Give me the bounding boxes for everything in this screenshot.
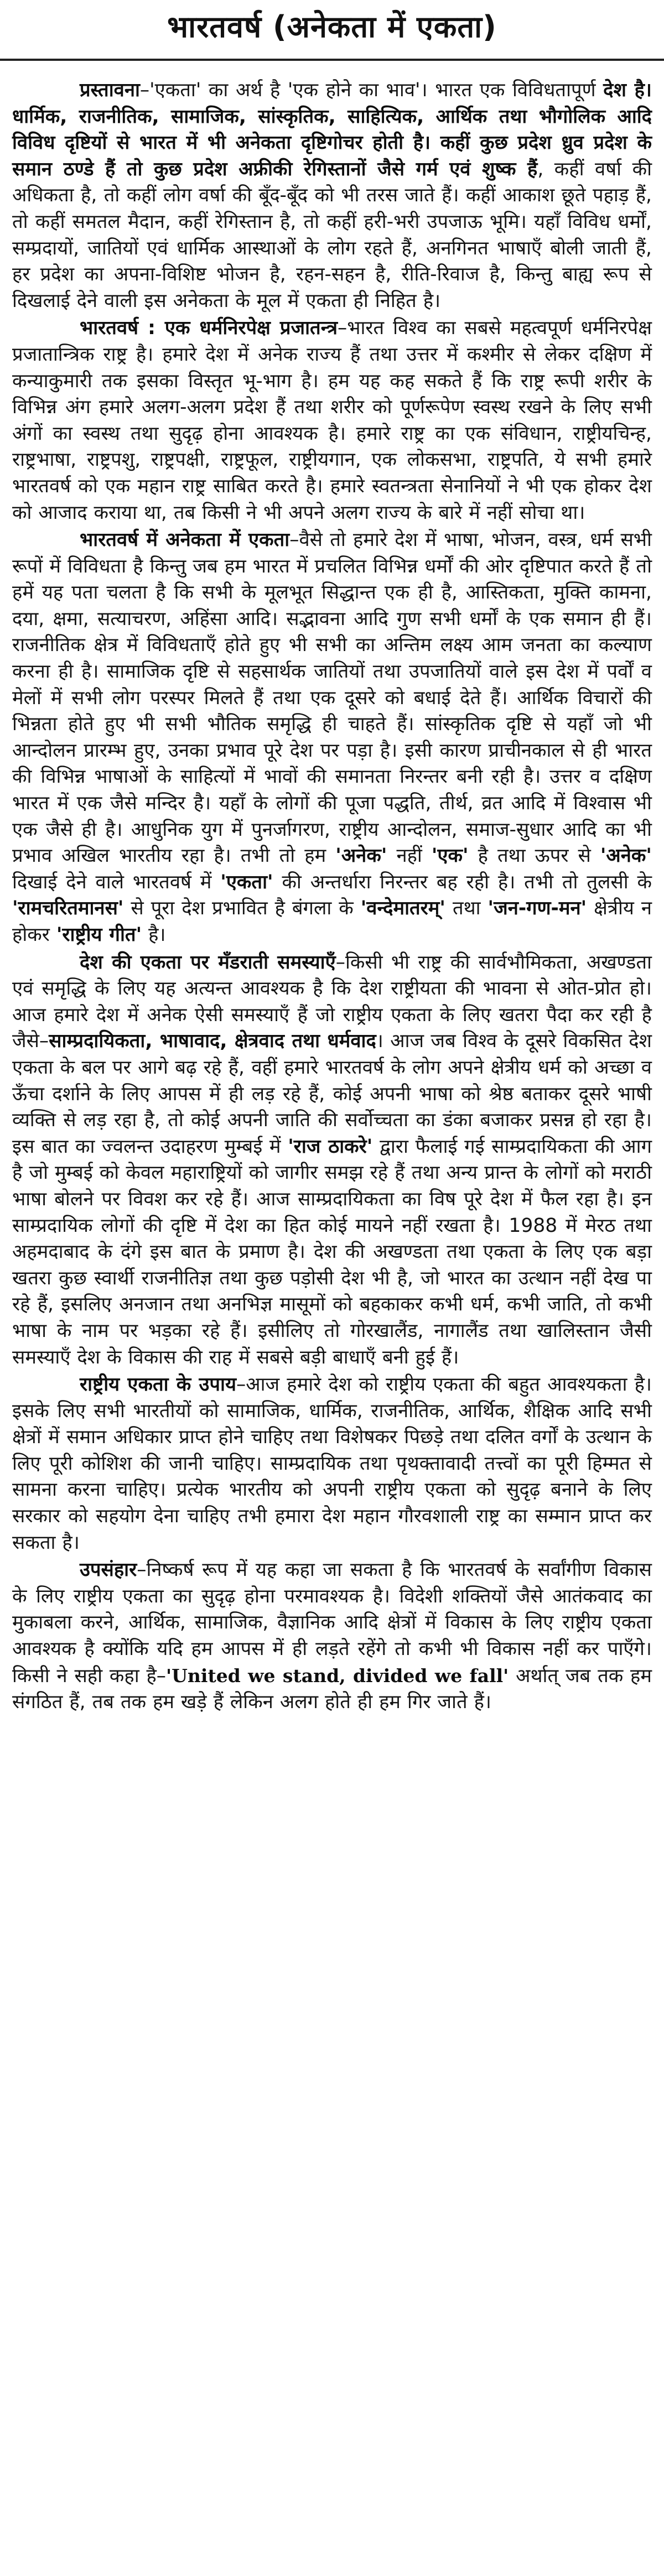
heading-unity-in-diversity: भारतवर्ष में अनेकता में एकता [80, 529, 290, 551]
emphasis-text: 'अनेक' [335, 845, 387, 867]
body-text: –आज हमारे देश को राष्ट्रीय एकता की बहुत आवश्यकता है। इसके लिए सभी भारतीयों को सामाजिक, धार्मिक, राजनीतिक, आर्थिक, शैक्षिक आदि सभी क्षेत्रों में समान अधिकार प्राप्त होने चाहिए तथा विशेषकर पिछड़े तथा दलित वर्गों के उत्थान के लिए पूरी कोशिश की जानी चाहिए। साम्प्रदायिक तथा पृथक्तावादी तत्त्वों का पूरी हिम्मत से सामना करना चाहिए। प्रत्येक भारतीय को अपनी राष्ट्रीय एकता को सुदृढ़ बनाने के लिए सरकार को सहयोग देना चाहिए तभी हमारा देश महान गौरवशाली राष्ट्र का सम्मान प्राप्त कर सकता है। [12, 1373, 652, 1554]
heading-secular-democracy: भारतवर्ष : एक धर्मनिरपेक्ष प्रजातन्त्र [80, 317, 338, 340]
paragraph-threats-to-unity [12, 950, 652, 1371]
paragraph-secular-democracy [12, 315, 652, 526]
body-text: नहीं [387, 845, 432, 867]
emphasis-text: 'जन-गण-मन' [487, 897, 587, 920]
emphasis-text: 'राष्ट्रीय गीत' [56, 924, 142, 946]
paragraph-text [12, 951, 652, 1368]
body-text: –किसी भी राष्ट्र की सार्वभौमिकता, अखण्डता एवं समृद्धि के लिए यह अत्यन्त आवश्यक है कि देश राष्ट्रीयता की भावना से ओत-प्रोत हो। आज हमारे देश में अनेक ऐसी समस्याएँ हैं जो राष्ट्रीय एकता के लिए खतरा पैदा कर रही है जैसे– [12, 951, 652, 1053]
emphasis-text: 'United we stand, divided we fall' [166, 1664, 509, 1687]
body-text: –'एकता' का अर्थ है 'एक होने का भाव'। भारत एक विविधतापूर्ण [139, 79, 604, 101]
title-underline [0, 59, 664, 61]
body-text: –वैसे तो हमारे देश में भाषा, भोजन, वस्त्र, धर्म सभी रूपों में विविधता है किन्तु जब हम भारत में प्रचलित विभिन्न धर्मों की ओर दृष्टिपात करते हैं तो हमें यह पता चलता है कि सभी के मूलभूत सिद्धान्त एक ही है, आस्तिकता, मुक्ति कामना, दया, क्षमा, सत्याचरण, अहिंसा आदि। सद्भावना आदि गुण सभी धर्मों के एक समान ही हैं। राजनीतिक क्षेत्र में विविधताएँ होते हुए भी सभी का अन्तिम लक्ष्य आम जनता का कल्याण करना ही है। सामाजिक दृष्टि से सहसार्थक जातियों तथा उपजातियों वाले इस देश में पर्वों व मेलों में सभी लोग परस्पर मिलते हैं तथा एक दूसरे को बधाई देते हैं। आर्थिक विचारों की भिन्नता होते हुए भी सभी भौतिक समृद्धि ही चाहते हैं। सांस्कृतिक दृष्टि से यहाँ जो भी आन्दोलन प्रारम्भ हुए, उनका प्रभाव पूरे देश पर पड़ा है। इसी कारण प्राचीनकाल से ही भारत की विभिन्न भाषाओं के साहित्यों में भावों की समानता निरन्तर बनी रही है। उत्तर व दक्षिण भारत में एक जैसे मन्दिर है। यहाँ के लोगों की पूजा पद्धति, तीर्थ, व्रत आदि में विश्वास भी एक जैसे ही है। आधुनिक युग में पुनर्जागरण, राष्ट्रीय आन्दोलन, समाज-सुधार आदि का भी प्रभाव अखिल भारतीय रहा है। तभी तो हम [12, 529, 652, 867]
body-text: है। [142, 924, 166, 946]
paragraph-unity-in-diversity [12, 527, 652, 949]
body-text: –निष्कर्ष रूप में यह कहा जा सकता है कि भारतवर्ष के सर्वांगीण विकास के लिए राष्ट्रीय एकता का सुदृढ़ होना परमावश्यक है। विदेशी शक्तियों जैसे आतंकवाद का मुकाबला करने, आर्थिक, सामाजिक, वैज्ञानिक आदि क्षेत्रों में विकास के लिए राष्ट्रीय एकता आवश्यक है क्योंकि यदि हम आपस में ही लड़ते रहेंगे तो कभी भी विकास नहीं कर पाएँगे। किसी ने सही कहा है– [12, 1559, 652, 1687]
paragraph-text [12, 1559, 652, 1713]
body-text: , कहीं वर्षा की अधिकता है, तो कहीं लोग वर्षा की बूँद-बूँद को भी तरस जाते हैं। कहीं आकाश छूते पहाड़ हैं, तो कहीं समतल मैदान, कहीं रेगिस्तान है, तो कहीं हरी-भरी उपजाऊ भूमि। यहाँ विविध धर्मों, सम्प्रदायों, जातियों एवं धार्मिक आस्थाओं के लोग रहते हैं, अनगिनत भाषाएँ बोली जाती हैं, हर प्रदेश का अपना-विशिष्ट भोजन है, रहन-सहन है, रीति-रिवाज है, किन्तु बाह्य रूप से दिखलाई देने वाली इस अनेकता के मूल में एकता ही निहित है। [12, 158, 652, 312]
heading-threats-to-unity: देश की एकता पर मँडराती समस्याएँ [80, 951, 336, 974]
paragraph-text [12, 1373, 652, 1554]
heading-unity-measures: राष्ट्रीय एकता के उपाय [80, 1373, 236, 1396]
body-text: द्वारा फैलाई गई साम्प्रदायिकता की आग है जो मुम्बई को केवल महाराष्ट्रियों को जागीर समझ रहे हैं तथा अन्य प्रान्त के लोगों को मराठी भाषा बोलने पर विवश कर रहे हैं। आज साम्प्रदायिकता का विष पूरे देश में फैल रहा है। इन साम्प्रदायिक लोगों की दृष्टि में देश का हित कोई मायने नहीं रखता है। 1988 में मेरठ तथा अहमदाबाद के दंगे इस बात के प्रमाण है। देश की अखण्डता तथा एकता के लिए एक बड़ा खतरा कुछ स्वार्थी राजनीतिज्ञ तथा कुछ पड़ोसी देश भी है, जो भारत का उत्थान नहीं देख पा रहे हैं, इसलिए अनजान तथा अनभिज्ञ मासूमों को बहकाकर कभी धर्म, कभी जाति, तो कभी भाषा के नाम पर भड़का रहे हैं। इसीलिए तो गोरखालैंड, नागालैंड तथा खालिस्तान जैसी समस्याएँ देश के विकास की राह में सबसे बड़ी बाधाएँ बनी हुई हैं। [12, 1135, 652, 1368]
body-text: से पूरा देश प्रभावित है बंगला के [123, 897, 361, 920]
body-text: क्षेत्रीय न होकर [12, 897, 652, 946]
body-text: अर्थात् जब तक हम संगठित हैं, तब तक हम खड़े हैं लेकिन अलग होते ही हम गिर जाते हैं। [12, 1664, 652, 1714]
paragraph-text [12, 79, 652, 312]
emphasis-text: 'अनेक' [600, 845, 652, 867]
body-text: की अन्तर्धारा निरन्तर बह रही है। तभी तो तुलसी के [273, 871, 652, 893]
emphasis-text: 'एकता' [220, 871, 273, 893]
emphasis-text: देश है। धार्मिक, राजनीतिक, सामाजिक, सांस्कृतिक, साहित्यिक, आर्थिक तथा भौगोलिक आदि विविध दृष्टियों से भारत में भी अनेकता दृष्टिगोचर होती है। कहीं कुछ प्रदेश ध्रुव प्रदेश के समान ठण्डे हैं तो कुछ प्रदेश अफ्रीकी रेगिस्तानों जैसे गर्म एवं शुष्क हैं [12, 79, 652, 180]
heading-introduction: प्रस्तावना [80, 79, 140, 101]
body-text: । आज जब विश्व के दूसरे विकसित देश एकता के बल पर आगे बढ़ रहे हैं, वहीं हमारे भारतवर्ष के लोग अपने क्षेत्रीय धर्म को अच्छा व ऊँचा दर्शाने के लिए आपस में ही लड़ रहे हैं, कोई अपनी भाषा को श्रेष्ठ बताकर दूसरे भाषी व्यक्ति से लड़ रहा है, तो कोई अपनी जाति की सर्वोच्चता का डंका बजाकर प्रसन्न हो रहा है। इस बात का ज्वलन्त उदाहरण मुम्बई में [12, 1030, 652, 1158]
body-text: तथा [445, 897, 488, 920]
emphasis-text: 'रामचरितमानस' [12, 897, 124, 920]
essay-title: भारतवर्ष (अनेकता में एकता) [167, 9, 497, 44]
paragraph-conclusion [12, 1557, 652, 1716]
paragraph-text [12, 317, 652, 523]
emphasis-text: 'एक' [431, 845, 469, 867]
heading-conclusion: उपसंहार [80, 1559, 137, 1581]
essay-body [12, 77, 652, 1716]
emphasis-text: 'वन्देमातरम्' [360, 897, 445, 920]
paragraph-text [12, 529, 652, 946]
emphasis-text: 'राज ठाकरे' [288, 1135, 373, 1158]
emphasis-text: साम्प्रदायिकता, भाषावाद, क्षेत्रवाद तथा धर्मवाद [49, 1030, 376, 1053]
paragraph-unity-measures [12, 1372, 652, 1556]
body-text: –भारत विश्व का सबसे महत्वपूर्ण धर्मनिरपेक्ष प्रजातान्त्रिक राष्ट्र है। हमारे देश में अनेक राज्य हैं तथा उत्तर में कश्मीर से लेकर दक्षिण में कन्याकुमारी तक इसका विस्तृत भू-भाग है। हम यह कह सकते हैं कि राष्ट्र रूपी शरीर के विभिन्न अंग हमारे अलग-अलग प्रदेश हैं तथा शरीर को पूर्णरूपेण स्वस्थ रखने के लिए सभी अंगों का स्वस्थ तथा सुदृढ़ होना आवश्यक है। हमारे राष्ट्र का एक संविधान, राष्ट्रीयचिन्ह, राष्ट्रभाषा, राष्ट्रपशु, राष्ट्रपक्षी, राष्ट्रफूल, राष्ट्रीयगान, एक लोकसभा, राष्ट्रपति, ये सभी हमारे भारतवर्ष को एक महान राष्ट्र साबित करते है। हमारे स्वतन्त्रता सेनानियों ने भी एक होकर देश को आजाद कराया था, तब किसी ने भी अपने अलग राज्य के बारे में नहीं सोचा था। [12, 317, 652, 524]
paragraph-introduction [12, 77, 652, 314]
body-text: दिखाई देने वाले भारतवर्ष में [12, 871, 221, 893]
title-bar [0, 0, 664, 61]
body-text: है तथा ऊपर से [468, 845, 600, 867]
